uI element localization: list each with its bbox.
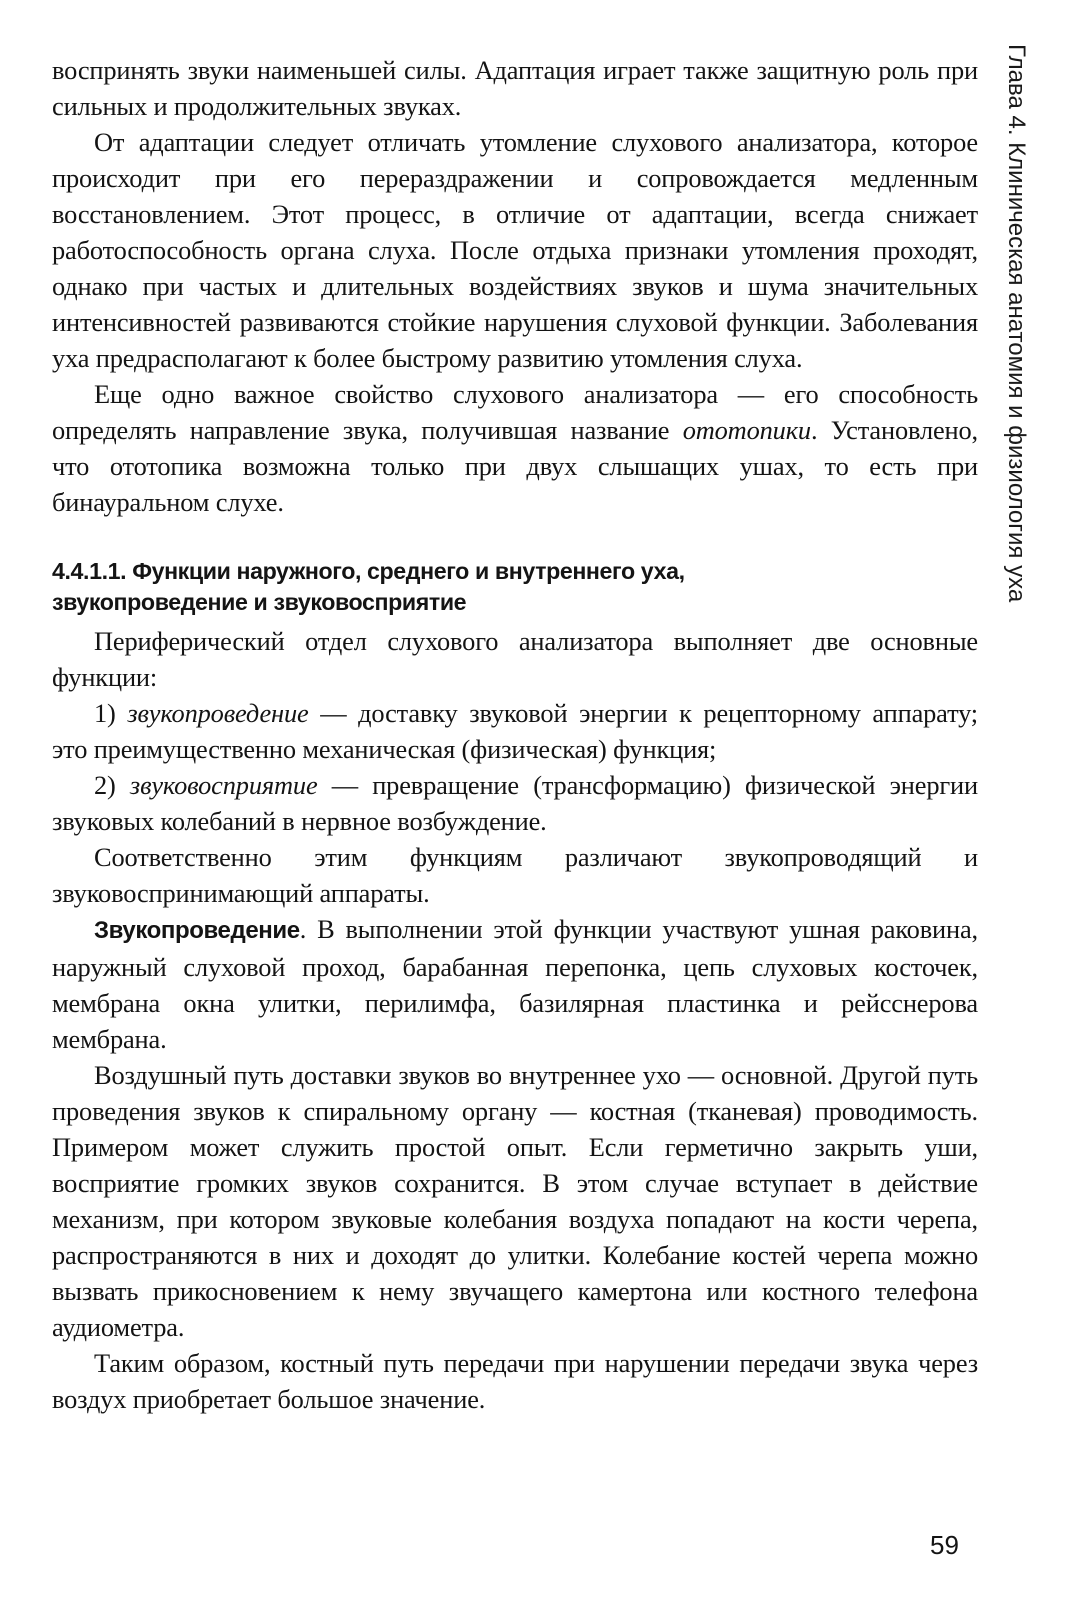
paragraph-peripheral-intro: Периферический отдел слухового анализатора выполняет две основные функции:: [52, 626, 978, 692]
list-item-text: — превращение (трансформацию) физической энергии звуковых колебаний в нервное возбуждение.: [52, 770, 978, 836]
paragraph-fatigue: От адаптации следует отличать утомление слухового анализатора, которое происходит при его перераздражении и сопровождается медленным восстановлением. Этот процесс, в отличие от адаптации, всегда снижает работоспособность органа слуха. После отдыха признаки утомления проходят, однако при частых и длительных воздействиях звуков и шума значительных интенсивностей развиваются стойкие нарушения слуховой функции. Заболевания уха предрасполагают к более быстрому развитию утомления слуха.: [52, 127, 978, 373]
paragraph-adaptation-end: воспринять звуки наименьшей силы. Адаптация играет также защитную роль при сильных и продолжительных звуках.: [52, 55, 978, 121]
list-item-number: 2): [94, 770, 130, 800]
paragraph-air-bone-path: Воздушный путь доставки звуков во внутреннее ухо — основной. Другой путь проведения звуков к спиральному органу — костная (тканевая) проводимость. Примером может служить простой опыт. Если герметично закрыть уши, восприятие громких звуков сохранится. В этом случае вступает в действие механизм, при котором звуковые колебания воздуха попадают на кости черепа, распространяются в них и доходят до улитки. Колебание костей черепа можно вызвать прикосновением к нему звучащего камертона или костного телефона аудиометра.: [52, 1060, 978, 1342]
running-header: [1002, 44, 1036, 664]
ototopics-text-after: . Установлено, что ототопика возможна только при двух слышащих ушах, то есть при бинауральном слухе.: [52, 415, 979, 517]
conduction-text: . В выполнении этой функции участвуют ушная раковина, наружный слуховой проход, барабанная перепонка, цепь слуховых косточек, мембрана окна улитки, перилимфа, базилярная пластинка и рейсснерова мембрана.: [52, 914, 978, 1054]
list-item-text: — доставку звуковой энергии к рецепторному аппарату; это преимущественно механическая (физическая) функция;: [52, 698, 978, 764]
ototopics-text-before: Еще одно важное свойство слухового анализатора — его способность определять направление звука, получившая название: [52, 379, 978, 445]
running-header-text: Глава 4. Клиническая анатомия и физиология уха: [1003, 44, 1030, 603]
section-spacer: [52, 520, 978, 556]
section-heading-line-1: 4.4.1.1. Функции наружного, среднего и внутреннего уха,: [52, 558, 685, 584]
conduction-term: Звукопроведение: [94, 917, 300, 944]
section-heading-line-2: звукопроведение и звуковосприятие: [52, 589, 467, 615]
page-body: [52, 52, 978, 1417]
list-item-number: 1): [94, 698, 128, 728]
list-item-term: звуковосприятие: [129, 770, 318, 800]
list-item-term: звукопроведение: [127, 698, 309, 728]
paragraph-apparatus: Соответственно этим функциям различают звукопроводящий и звуковоспринимающий аппараты.: [52, 842, 978, 908]
list-item-perception: [52, 767, 978, 839]
section-heading: [52, 556, 978, 618]
ototopics-term: ототопики: [682, 415, 811, 445]
paragraph-conduction: [52, 911, 978, 1057]
paragraph-conclusion: Таким образом, костный путь передачи при нарушении передачи звука через воздух приобретает большое значение.: [52, 1348, 978, 1414]
page-number: 59: [930, 1530, 959, 1560]
list-item-conduction: [52, 695, 978, 767]
paragraph-ototopics: [52, 376, 978, 520]
